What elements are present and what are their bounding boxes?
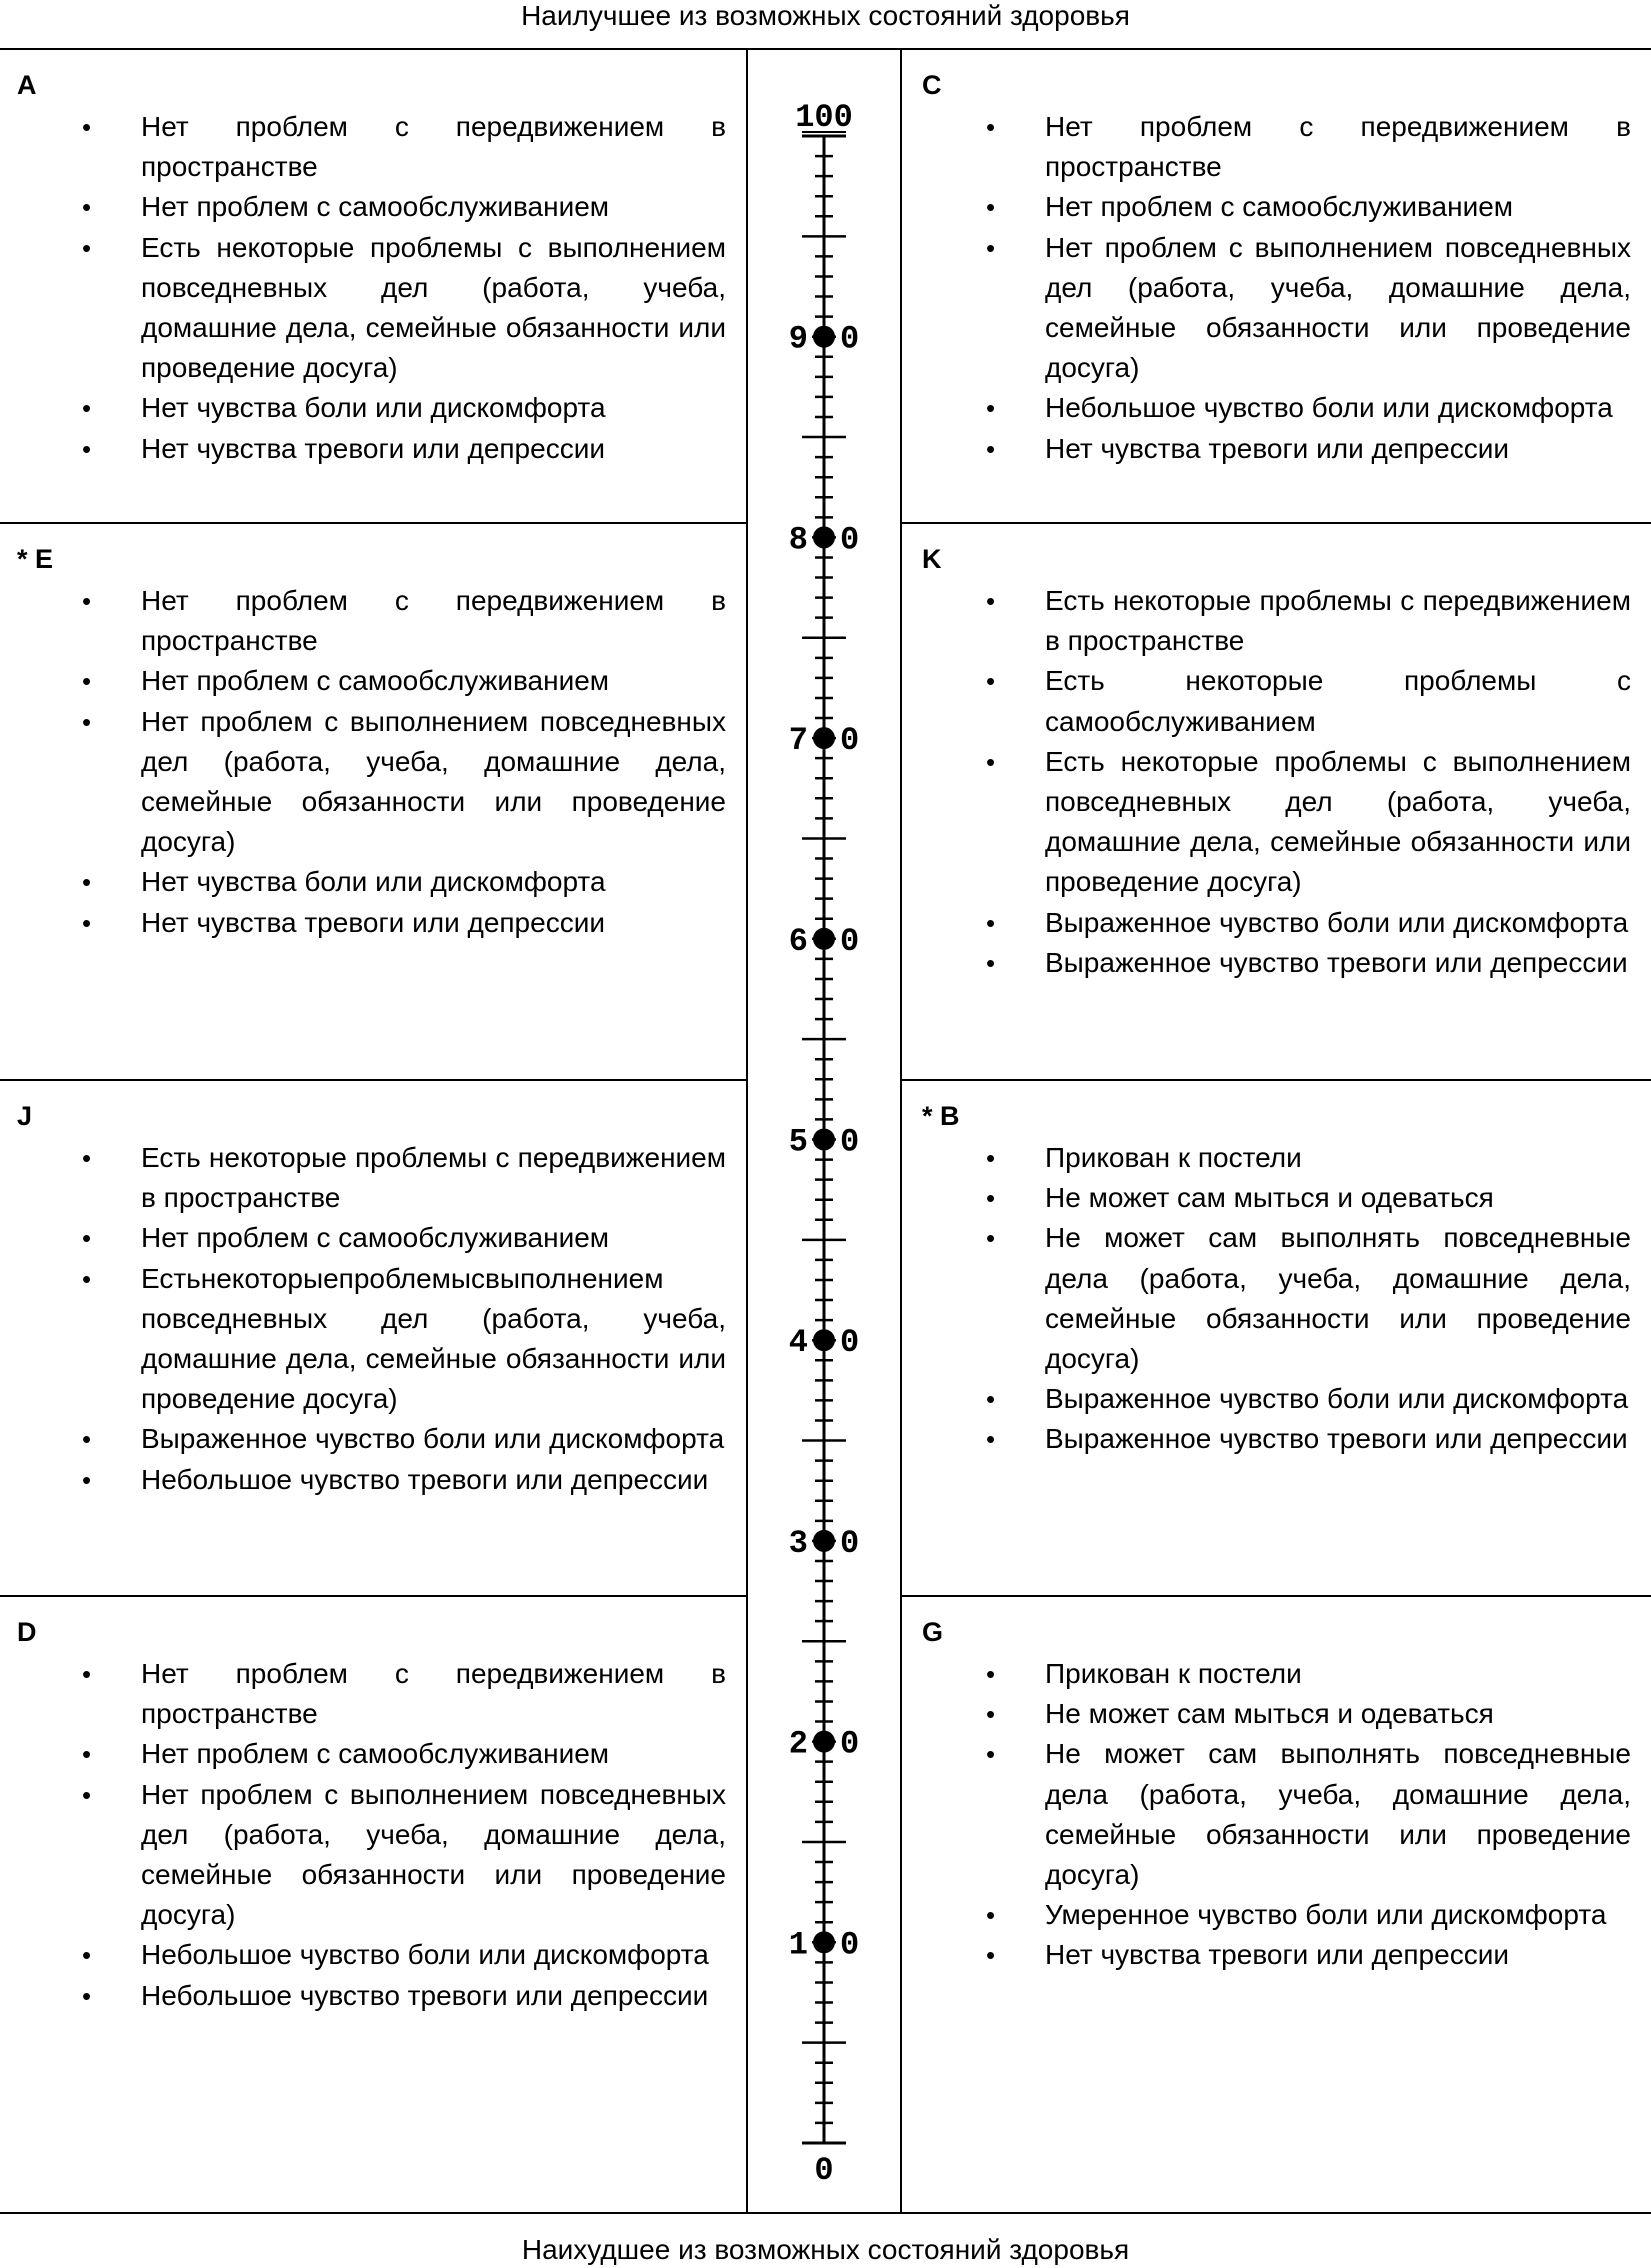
scale-label-units: 0 [840,1524,860,1562]
scale-dot [813,1329,835,1351]
health-scale [746,48,902,2213]
list-item: • Небольшое чувство тревоги или депрессии [141,1976,726,2016]
list-item: • Нет проблем с самообслуживанием [141,187,726,227]
list-item: • Нет проблем с передвижением в пространстве [1045,107,1631,187]
scale-label-tens: 5 [788,1123,808,1161]
scale-label-tens: 9 [788,320,808,358]
scale-dot [813,928,835,950]
state-label: * B [922,1101,960,1131]
list-item: • Нет чувства боли или дискомфорта [141,862,726,902]
scale-label-tens: 7 [788,722,808,760]
scale-dot [813,727,835,749]
list-item: • Выраженное чувство тревоги или депрессии [1045,943,1631,983]
scale-label-units: 0 [840,1725,860,1763]
state-label: * E [17,544,54,574]
list-item: • Нет проблем с самообслуживанием [1045,187,1631,227]
list-item: • Выраженное чувство тревоги или депрессии [1045,1419,1631,1459]
list-item: • Есть некоторые проблемы с выполнением повседневных дел (работа, учеба, домашние дела, семейные обязанности или проведение досуга) [1045,742,1631,903]
top-caption: Наилучшее из возможных состояний здоровья [521,0,1130,31]
scale-graphic [746,48,902,2213]
list-item: • Нет чувства тревоги или депрессии [1045,429,1631,469]
list-item: • Не может сам выполнять повседневные дела (работа, учеба, домашние дела, семейные обязанности или проведение досуга) [1045,1218,1631,1379]
list-item: • Небольшое чувство боли или дискомфорта [141,1935,726,1975]
scale-dot [813,526,835,548]
list-item: • Нет проблем с выполнением повседневных дел (работа, учеба, домашние дела, семейные обязанности или проведение досуга) [1045,228,1631,389]
scale-dot [813,1931,835,1953]
list-item: • Нет проблем с передвижением в пространстве [141,581,726,661]
scale-label-units: 0 [840,1123,860,1161]
scale-label-100: 100 [795,99,853,136]
list-item: • Есть некоторые проблемы с передвижением в пространстве [141,1138,726,1218]
scale-label-units: 0 [840,521,860,559]
scale-label-units: 0 [840,722,860,760]
list-item: • Нет проблем с самообслуживанием [141,661,726,701]
list-item: • Нет чувства тревоги или депрессии [1045,1935,1631,1975]
scale-dot [813,1530,835,1552]
list-item: • Нет проблем с самообслуживанием [141,1734,726,1774]
scale-label-tens: 2 [788,1725,808,1763]
list-item: • Нет проблем с выполнением повседневных дел (работа, учеба, домашние дела, семейные обязанности или проведение досуга) [141,1775,726,1936]
scale-label-units: 0 [840,922,860,960]
scale-label-tens: 6 [788,922,808,960]
list-item: • Есть некоторые проблемы с самообслуживанием [1045,661,1631,741]
scale-dot [813,326,835,348]
list-item: • Нет чувства тревоги или депрессии [141,903,726,943]
scale-label-units: 0 [840,320,860,358]
list-item: • Нет проблем с самообслуживанием [141,1218,726,1258]
list-item: • Прикован к постели [1045,1654,1631,1694]
scale-label-tens: 4 [788,1324,808,1362]
list-item: • Есть некоторые проблемы с выполнением повседневных дел (работа, учеба, домашние дела, семейные обязанности или проведение досуга) [141,228,726,389]
list-item: • Нет проблем с передвижением в пространстве [141,1654,726,1734]
list-item: • Выраженное чувство боли или дискомфорта [1045,903,1631,943]
list-item: • Нет проблем с выполнением повседневных дел (работа, учеба, домашние дела, семейные обязанности или проведение досуга) [141,702,726,863]
state-label: A [17,70,37,100]
list-item: • Прикован к постели [1045,1138,1631,1178]
state-label: C [922,70,942,100]
state-label: J [17,1101,33,1131]
scale-label-tens: 1 [788,1926,808,1964]
scale-dot [813,1731,835,1753]
state-label: D [17,1617,37,1647]
list-item: • Не может сам мыться и одеваться [1045,1178,1631,1218]
list-item: • Небольшое чувство боли или дискомфорта [1045,388,1631,428]
scale-label-0: 0 [814,2152,834,2189]
list-item: • Нет проблем с передвижением в пространстве [141,107,726,187]
bottom-caption: Наихудшее из возможных состояний здоровья [521,2234,1130,2265]
state-label: G [922,1617,944,1647]
scale-label-tens: 8 [788,521,808,559]
list-item: • Не может сам мыться и одеваться [1045,1694,1631,1734]
list-item: • Выраженное чувство боли или дискомфорта [141,1419,726,1459]
scale-label-units: 0 [840,1926,860,1964]
scale-label-tens: 3 [788,1524,808,1562]
scale-dot [813,1129,835,1151]
list-item: • Выраженное чувство боли или дискомфорта [1045,1379,1631,1419]
list-item: • Есть некоторые проблемы с передвижением в пространстве [1045,581,1631,661]
state-label: K [922,544,942,574]
list-item: • Умеренное чувство боли или дискомфорта [1045,1895,1631,1935]
list-item: • Нет чувства тревоги или депрессии [141,429,726,469]
scale-label-units: 0 [840,1324,860,1362]
list-item: • Естьнекоторыепроблемысвыполнением повседневных дел (работа, учеба, домашние дела, семейные обязанности или проведение досуга) [141,1259,726,1420]
list-item: • Не может сам выполнять повседневные дела (работа, учеба, домашние дела, семейные обязанности или проведение досуга) [1045,1734,1631,1895]
list-item: • Нет чувства боли или дискомфорта [141,388,726,428]
list-item: • Небольшое чувство тревоги или депрессии [141,1460,726,1500]
